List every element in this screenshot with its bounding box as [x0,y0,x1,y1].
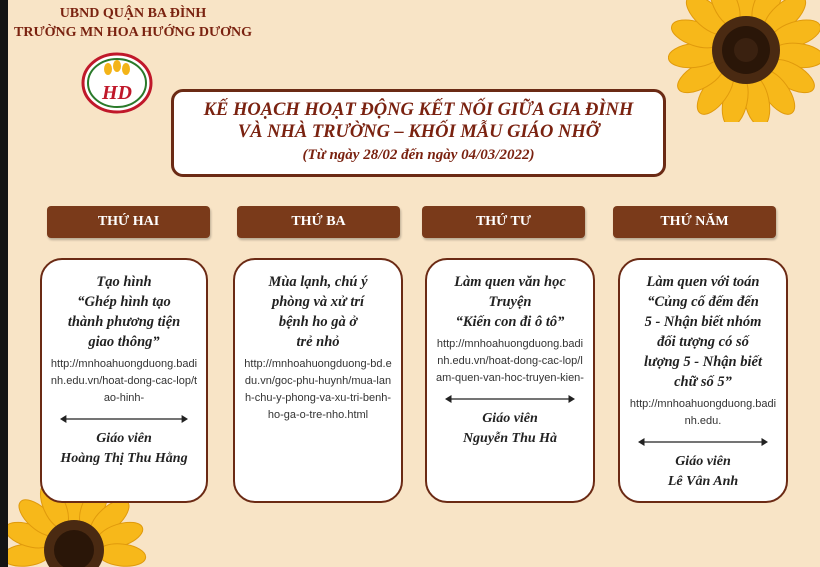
activity-line: bệnh ho gà ở [278,314,358,330]
teacher-title: Giáo viên [482,411,538,426]
activity-line: Tạo hình [96,274,152,290]
org-line-1: UBND QUẬN BA ĐÌNH [59,6,207,21]
activity-title [243,272,393,352]
date-range: (Từ ngày 28/02 đến ngày 04/03/2022) [302,147,535,163]
activity-line: đối tượng có số [657,334,749,350]
school-logo-icon [80,52,154,114]
activity-link[interactable]: http://mnhoahuongduong-bd.edu.vn/goc-phu-huynh/mua-lanh-chu-y-phong-va-xu-tri-benh-ho-ga-o-tre-nho.html [244,358,392,421]
activity-line: 5 - Nhận biết nhóm [644,314,762,330]
activity-title [50,272,198,352]
activity-line: phòng và xử trí [271,294,365,310]
day-header-tuesday: THỨ BA [237,206,400,238]
organization-header [8,4,258,42]
teacher-title: Giáo viên [96,431,152,446]
teacher-title: Giáo viên [675,454,731,469]
activity-line: “Kiến con đi ô tô” [455,314,565,330]
activity-line: Làm quen văn học [454,274,566,290]
sunflower-top-right-image [668,0,820,122]
activity-card-tuesday [233,258,403,503]
activity-line: “Ghép hình tạo [77,294,171,310]
activity-title [628,272,778,392]
teacher-name: Lê Vân Anh [667,474,739,489]
activity-line: trẻ nhỏ [296,334,340,350]
day-header-wednesday: THỨ TƯ [422,206,585,238]
activity-line: giao thông” [88,334,160,350]
activity-line: chữ số 5” [674,374,732,390]
activity-line: lượng 5 - Nhận biết [644,354,762,370]
day-header-thursday: THỨ NĂM [613,206,776,238]
org-line-2: TRƯỜNG MN HOA HƯỚNG DƯƠNG [14,25,252,40]
title-line-2: VÀ NHÀ TRƯỜNG – KHỐI MẪU GIÁO NHỠ [237,122,600,142]
title-line-1: KẾ HOẠCH HOẠT ĐỘNG KẾT NỐI GIỮA GIA ĐÌNH [203,100,634,120]
activity-link[interactable]: http://mnhoahuongduong.badinh.edu.vn/hoat-dong-cac-lop/lam-quen-van-hoc-truyen-kien- [436,338,584,384]
activity-title [435,272,585,332]
logo-text: HD [102,82,132,104]
activity-card-wednesday [425,258,595,503]
activity-link[interactable]: http://mnhoahuongduong.badinh.edu.vn/hoat-dong-cac-lop/tao-hinh- [50,358,198,404]
day-header-monday: THỨ HAI [47,206,210,238]
page [8,0,820,567]
title-box [171,89,666,177]
activity-line: Truyện [488,294,532,310]
double-arrow-divider [60,413,188,425]
teacher-name: Nguyễn Thu Hà [462,431,558,446]
activity-card-thursday [618,258,788,503]
double-arrow-divider [638,436,768,448]
activity-link[interactable]: http://mnhoahuongduong.badinh.edu. [629,398,777,427]
activity-card-monday [40,258,208,503]
teacher-name: Hoàng Thị Thu Hằng [60,451,188,466]
activity-line: Làm quen với toán [646,274,760,290]
activity-line: “Củng cố đếm đến [647,294,759,310]
double-arrow-divider [445,393,575,405]
activity-line: Mùa lạnh, chú ý [268,274,368,290]
activity-line: thành phương tiện [67,314,181,330]
